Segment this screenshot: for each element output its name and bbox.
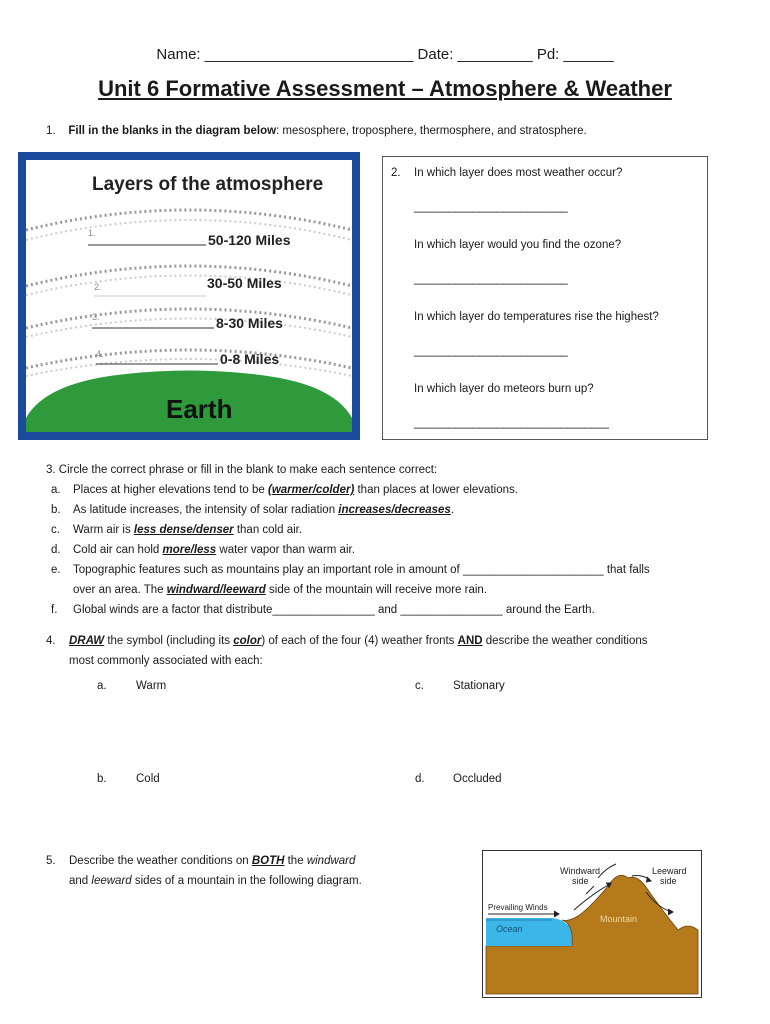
layer-4-number: 4. [96, 349, 104, 359]
windward-label-2: side [572, 876, 589, 886]
q1-number: 1. [46, 125, 56, 137]
q4-color: color [233, 635, 262, 647]
leeward-label-2: side [660, 876, 677, 886]
ocean-label: Ocean [496, 924, 523, 934]
q1-word-bank: : mesosphere, troposphere, thermosphere, and stratosphere. [276, 125, 587, 137]
q3-item-f: f. Global winds are a factor that distribute________________ and ________________ around the Earth. [51, 604, 595, 616]
leeward-label-1: Leeward [652, 866, 687, 876]
period-label: Pd: [536, 46, 560, 63]
mountain-label: Mountain [600, 914, 638, 924]
q4-line2: most commonly associated with each: [69, 655, 263, 667]
q3-choice-e[interactable]: windward/leeward [166, 584, 266, 596]
q3-choice-d[interactable]: more/less [162, 544, 217, 556]
atmosphere-diagram [18, 152, 360, 440]
period-blank[interactable]: ______ [563, 46, 614, 63]
q2-question-3: In which layer do temperatures rise the highest? [414, 311, 659, 323]
q4-draw: DRAW [69, 635, 105, 647]
q3-choice-a[interactable]: (warmer/colder) [268, 484, 355, 496]
q3-choice-b[interactable]: increases/decreases [338, 504, 451, 516]
front-occluded: Occluded [453, 773, 502, 785]
prevailing-winds-label: Prevailing Winds [488, 903, 548, 912]
front-b-letter: b. [97, 773, 107, 785]
atmosphere-diagram-image [26, 160, 352, 432]
name-blank[interactable]: _________________________ [204, 46, 414, 63]
mountain-diagram [482, 850, 702, 998]
front-a-letter: a. [97, 680, 107, 692]
front-warm: Warm [136, 680, 167, 692]
windward-label-1: Windward [560, 866, 601, 876]
q3-item-e: e. Topographic features such as mountains play an important role in amount of ______________________ that falls over an area. The windward/leeward side of the mountain will receive more rain. [51, 564, 650, 596]
page-title: Unit 6 Formative Assessment – Atmosphere & Weather [98, 76, 672, 101]
question-2-box [382, 156, 708, 440]
q2-answer-1[interactable]: __________________________ [414, 201, 568, 213]
q3-item-d: d. Cold air can hold more/less water vapor than warm air. [51, 544, 355, 556]
q2-answer-2[interactable]: __________________________ [414, 273, 568, 285]
q2-question-2: In which layer would you find the ozone? [414, 239, 622, 251]
question-5: 5. Describe the weather conditions on BOTH the windward and leeward sides of a mountain in the following diagram. [46, 855, 362, 887]
layer-4-range: 0-8 Miles [220, 351, 280, 367]
q2-question-1: In which layer does most weather occur? [414, 167, 623, 179]
q2-answer-3[interactable]: __________________________ [414, 345, 568, 357]
q2-number: 2. [391, 167, 401, 179]
q3-choice-c[interactable]: less dense/denser [133, 524, 234, 536]
mountain-diagram-image [482, 850, 702, 998]
q3-item-b: b. As latitude increases, the intensity of solar radiation increases/decreases. [51, 504, 455, 516]
front-cold: Cold [136, 773, 160, 785]
front-d-letter: d. [415, 773, 425, 785]
date-label: Date: [417, 46, 454, 63]
front-c-letter: c. [415, 680, 424, 692]
layer-2-range: 30-50 Miles [207, 275, 282, 291]
q1-instruction: Fill in the blanks in the diagram below [68, 125, 277, 137]
earth-label: Earth [166, 394, 233, 424]
q3-item-c: c. Warm air is less dense/denser than cold air. [51, 524, 303, 536]
layer-1-range: 50-120 Miles [208, 232, 291, 248]
diagram-heading: Layers of the atmosphere [92, 174, 324, 195]
student-info-header [0, 46, 770, 63]
layer-3-number: 3. [92, 312, 100, 322]
layer-1-number: 1. [88, 228, 96, 238]
q4-and: AND [457, 635, 483, 647]
q3-lead: 3. Circle the correct phrase or fill in the blank to make each sentence correct: [46, 464, 438, 476]
layer-3-range: 8-30 Miles [216, 315, 283, 331]
date-blank[interactable]: _________ [457, 46, 533, 63]
q3-item-a: a. Places at higher elevations tend to be (warmer/colder) than places at lower elevations. [51, 484, 518, 496]
q2-question-4: In which layer do meteors burn up? [414, 383, 594, 395]
q2-answer-4[interactable]: _________________________________ [414, 417, 609, 429]
front-stationary: Stationary [453, 680, 505, 692]
question-1 [46, 125, 587, 137]
question-4: 4. DRAW the symbol (including its color) of each of the four (4) weather fronts AND describe the weather conditions most commonly associated with each: [46, 635, 648, 667]
layer-2-number: 2. [94, 282, 102, 292]
question-3 [46, 460, 746, 620]
name-label: Name: [156, 46, 201, 63]
